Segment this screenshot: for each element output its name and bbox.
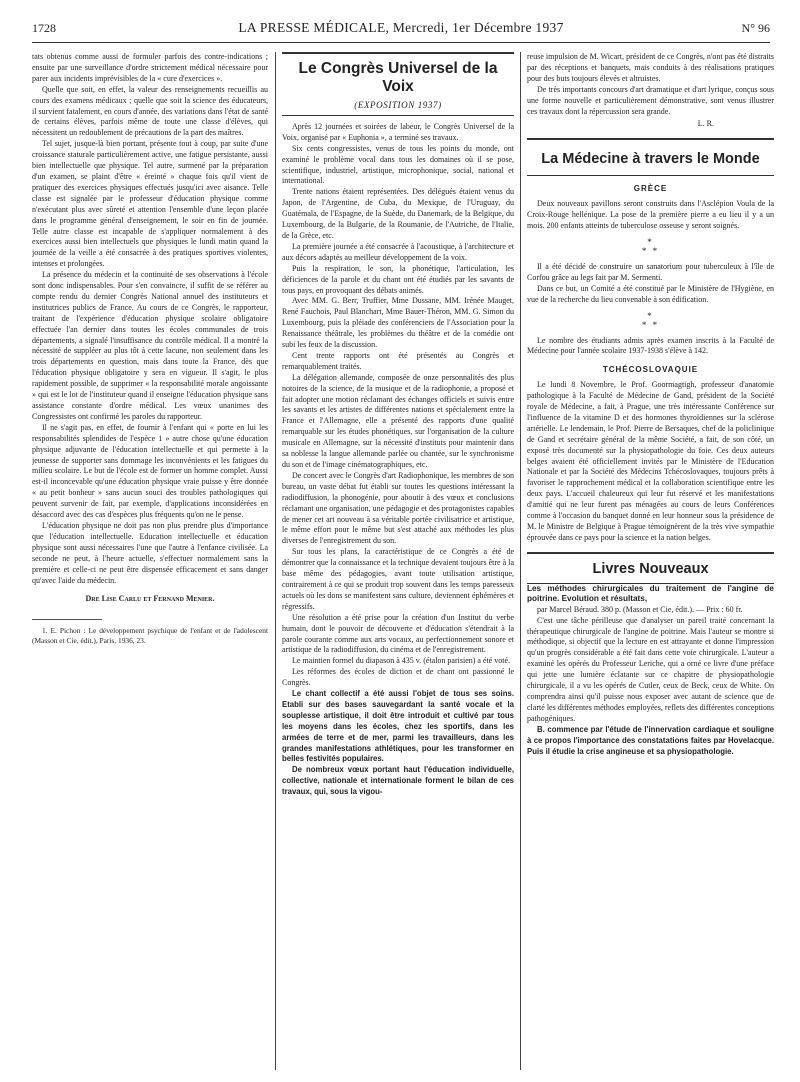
article-initials: L. R. bbox=[697, 119, 714, 129]
column-middle bbox=[282, 52, 514, 1072]
article-subtitle: (EXPOSITION 1937) bbox=[354, 100, 442, 110]
country-heading: TCHÉCOSLOVAQUIE bbox=[602, 365, 699, 375]
journal-title: LA PRESSE MÉDICALE, Mercredi, 1er Décembre 1937 bbox=[238, 20, 564, 35]
paragraph: Le nombre des étudiants admis après examen inscrits à la Faculté de Médecine pour l'année scolaire 1937-1938 s'élève à 142. bbox=[527, 335, 774, 356]
article-title: Le Congrès Universel de la Voix bbox=[298, 60, 498, 95]
paragraph: L'éducation physique ne doit pas non plus prendre plus d'importance que l'éducation intellectuelle. Education intellectuelle et éducation physique sont aussi nécessaires l'une que l'autre à l'enfance civilisée. La seconde ne peut, à l'heure actuelle, s'effectuer normalement sans la première et celle-ci ne peut être dispensée efficacement et sans danger qu'avec l'aide du médecin. bbox=[32, 520, 268, 585]
paragraph: B. commence par l'étude de l'innervation cardiaque et souligne à ce propos l'importance des constatations faites par Hovelacque. Puis il étudie la crise angineuse et sa physiopathologie. bbox=[527, 724, 774, 756]
separator-stars: * * * bbox=[641, 310, 660, 330]
book-title: Les méthodes chirurgicales du traitement de l'angine de poitrine. Evolution et résultats, bbox=[527, 583, 774, 604]
paragraph: Avec MM. G. Berr, Truffier, Mme Dussane, MM. Irénée Mauget, René Fauchois, Paul Blanchart, Mme Bauer-Théron, MM. G. Simon du Luxembourg, puis la pléiade des conférenciers de l'Association pour la Renaissance théâtrale, les problèmes du théâtre et de la comédie ont subi les feux de la discussion. bbox=[282, 296, 514, 350]
paragraph: Puis la respiration, le son, la phonétique, l'articulation, les déficiences de la parole et du chant ont été étudiés par les savants de tous pays, en provoquant des débats animés. bbox=[282, 263, 514, 295]
paragraph: Deux nouveaux pavillons seront construits dans l'Asclépion Voula de la Croix-Rouge hellénique. La pose de la première pierre a eu lieu il y a un mois. 200 enfants atteints de tuberculose osseuse y seront soignés. bbox=[527, 199, 774, 230]
article-signature: Dre Lise Carlu et Fernand Menier. bbox=[85, 594, 215, 604]
paragraph: De nombreux vœux portant haut l'éducation individuelle, collective, nationale et internationale forment le bilan de ces travaux, qui, sous la vigou- bbox=[282, 765, 514, 797]
paragraph: Il ne s'agit pas, en effet, de fournir à l'enfant qui « porte en lui les responsabilités splendides de l'espèce 1 » autre chose qu'une éducation physique adjuvante de l'éducation intellectuelle et qui permette à la jeunesse de supporter sans dommage les inconvénients et les fatigues du milieu scolaire. Le but de l'école est de former un homme complet. Aussi est-il inconcevable qu'une éducation physique vraie puisse y être donnée « au petit bonheur » sans aucun souci des troubles pathologiques qui peuvent survenir de fait, par exemple, d'applications inconsidérées en désaccord avec des cas d'espèces plus fréquents qu'on ne le pense. bbox=[32, 422, 268, 520]
paragraph: La délégation allemande, composée de onze personnalités des plus notoires de la science, de la musique et de la radiophonie, a proposé et fait adopter une motion réclamant des échanges officiels et suivis entre les savants et les artistes de différentes nations et spécialement entre la France et l'Allemagne, elle a présenté des rapports d'une qualité remarquable sur les études phonétiques, sur l'organisation de la culture musicale en Allemagne, sur la nécessité d'instituts pour maintenir dans sa noblesse la langue allemande parlée ou chantée, sur le synchronisme du son et de l'image cinématographiques, etc. bbox=[282, 372, 514, 469]
section-title: La Médecine à travers le Monde bbox=[527, 138, 774, 176]
header-rule bbox=[32, 42, 770, 43]
book-meta: par Marcel Béraud. 380 p. (Masson et Cie, édit.). — Prix : 60 fr. bbox=[537, 604, 743, 614]
paragraph: Après 12 journées et soirées de labeur, le Congrès Universel de la Voix, organisé par « Euphonia », a terminé ses travaux. bbox=[282, 121, 514, 142]
paragraph: De très importants concours d'art dramatique et d'art lyrique, conçus sous une forme nouvelle et particulièrement démonstrative, sont venus illustrer ces travaux dont la répercussion sera grande. bbox=[527, 84, 774, 116]
paragraph: Quelle que soit, en effet, la valeur des renseignements recueillis au cours des examens médicaux ; quelle que soit la science des éducateurs, il survient fatalement, en cours d'année, des variations dans l'état de santé de certains élèves, parfois même de toute une classe d'élèves, qui nécessitent un redoublement de précautions de la part des maîtres. bbox=[32, 84, 268, 138]
paragraph: De concert avec le Congrès d'art Radiophonique, les membres de son bureau, un vaste débat fut établi sur toutes les questions intéressant la radiodiffusion, la phonogénie, pour aboutir à des vœux et conclusions réclamant une organisation, une pédagogie et des protagonistes capables de mener cet art nouveau à sa véritable portée civilisatrice et artistique, le même effort pour le même but s'est attaché aux méthodes les plus diverses de l'enregistrement du son. bbox=[282, 470, 514, 546]
column-left bbox=[32, 52, 268, 1072]
paragraph: Cent trente rapports ont été présentés au Congrès et remarquablement traités. bbox=[282, 350, 514, 371]
issue-number: N° 96 bbox=[741, 21, 770, 35]
paragraph: Les réformes des écoles de diction et de chant ont passionné le Congrès. bbox=[282, 667, 514, 688]
paragraph: La présence du médecin et la continuité de ses observations à l'école sont donc indispensables. Pour s'en convaincre, il suffit de se référer au compte rendu du dernier Congrès National annuel des instituteurs et institutrices publics de France. Au cours de ce Congrès, le rapporteur, traitant de l'expérience d'éducation physique scolaire obligatoire effectuée l'an dernier dans toutes les écoles communales de trois départements, a signalé l'insuffisance du contrôle médical. Il a montré la nécessité de suppléer au plus tôt à cette lacune, non seulement dans les trois départements en question, mais dans toute la France, dès que l'éducation physique obligatoire y sera en vigueur. Il s'agit, le plus rapidement possible, de supprimer « la responsabilité morale angoissante » qui est le lot de l'instituteur quand il enseigne l'éducation physique sans assistance constante d'ordre médical. Les vœux unanimes des Congressistes ont confirmé les paroles du rapporteur. bbox=[32, 270, 268, 421]
paragraph: reuse impulsion de M. Wicart, président de ce Congrès, n'ont pas été distraits par des réceptions et banquets, mais conduits à des réalisations pratiques pour des buts toujours élevés et altruistes. bbox=[527, 52, 774, 83]
country-heading: GRÈCE bbox=[633, 184, 668, 194]
page-header bbox=[32, 20, 770, 40]
paragraph: Sur tous les plans, la caractéristique de ce Congrès a été de démontrer que la connaissance et la technique devaient toujours être à la base même des pédagogies, avant toute utilisation artistique, contrairement à ce qui se produit trop souvent dans les temps paresseux actuels où les dons se manifestent sans culture, deviennent éphémères et régressifs. bbox=[282, 547, 514, 611]
column-divider bbox=[520, 52, 521, 1070]
paragraph: Trente nations étaient représentées. Des délégués étaient venus du Japon, de l'Argentine, de Cuba, du Mexique, de l'Uruguay, du Guatémala, de l'Espagne, de la Suède, du Danemark, de la Belgique, du Luxembourg, de la Bulgarie, de la Roumanie, de l'Autriche, de l'Italie, de la Grèce, etc. bbox=[282, 187, 514, 240]
paragraph: Six cents congressistes, venus de tous les points du monde, ont examiné le problème vocal dans tous les domaines où il se pose, scientifique, industriel, artistique, microphonique, social, national et international. bbox=[282, 143, 514, 186]
article-heading-box bbox=[282, 52, 514, 116]
paragraph: Dans ce but, un Comité a été constitué par le Ministère de l'Hygiène, en vue de la recherche du lieu convenable à son édification. bbox=[527, 283, 774, 304]
paragraph: La première journée a été consacrée à l'acoustique, à l'architecture et aux décors adaptés au meilleur développement de la voix. bbox=[282, 241, 514, 262]
section-title: Livres Nouveaux bbox=[527, 552, 774, 584]
footnote: 1. E. Pichon : Le développement psychique de l'enfant et de l'adolescent (Masson et Cie, édit.), Paris, 1936, 23. bbox=[32, 626, 268, 645]
paragraph: tats obtenus comme aussi de formuler parfois des contre-indications ; ensuite par une surveillance d'ordre strictement médical nécessaire pour parer aux incidents imprévisibles de la « cure d'exercices ». bbox=[32, 52, 268, 83]
column-right bbox=[527, 52, 774, 1072]
paragraph: Tel sujet, jusque-là bien portant, présente tout à coup, par suite d'une croissance staturale particulièrement active, une fatigue persistante, aussi bien intellectuelle que physique. Tel autre, surmené par la préparation d'un examen, se plaint d'être « éreinté » chaque fois qu'il vient de pratiquer des exercices physiques effectués jusqu'ici avec aisance. Telle classe est signalée par le professeur d'éducation physique comme n'exécutant plus avec sûreté et attention l'ensemble d'une leçon placée dans le programme général d'enseignement, le soir en fin de journée. Telle autre classe est incapable de s'appliquer normalement à des exercices aussi bien intellectuels que physiques le lundi matin quand la journée de la veille a été consacrée à des pratiques sportives violentes, intenses et prolongées. bbox=[32, 139, 268, 269]
paragraph: Le lundi 8 Novembre, le Prof. Goormagtigh, professeur d'anatomie pathologique à la Faculté de Médecine de Gand, président de la Société royale de Médecine, a fait, à Prague, une très intéressante Conférence sur l'influence de la vitamine D et des hormones thyroïdiennes sur la sclérose artérielle. Le lendemain, le Prof. Pierre de Bersaques, chef de la policlinique de Gand et secrétaire général de la même Société, a fait, de son côté, un exposé très documenté sur la physiopathologie du foie. Ces deux auteurs belges avaient été officiellement invités par le Ministère de l'Education Nationale et par la Société des Médecins Tchécoslovaques, toujours prêts à favoriser le rapprochement médical et la collaboration scientifique entre les deux pays. L'accueil chaleureux qui leur fut réservé et les manifestations d'amitié qui ne leur furent pas ménagées au cours de leurs Conférences comme à l'occasion du banquet donné en leur honneur sous la présidence de M. le Ministre de Belgique à Prague témoignèrent de la très vive sympathie éprouvée dans ce pays pour la science et la nation belges. bbox=[527, 380, 774, 542]
paragraph: Le chant collectif a été aussi l'objet de tous ses soins. Etabli sur des bases sauvegardant la santé vocale et la souplesse artistique, il doit être introduit et cultivé par tous les moyens dans les écoles, chez les sportifs, dans les armées de terre et de mer, parmi les travailleurs, dans les grandes manifestations athlétiques, pour les transformer en belles festivités populaires. bbox=[282, 689, 514, 764]
paragraph: Le maintien formel du diapason à 435 v. (étalon parisien) a été voté. bbox=[292, 656, 511, 666]
column-divider bbox=[275, 52, 276, 1070]
paragraph: C'est une tâche périlleuse que d'analyser un pareil traité concernant la thérapeutique chirurgicale de l'angine de poitrine. Mais l'auteur se montre si méthodique, si objectif que la lecture en est attrayante et donne l'impression qu'un progrès considérable a été fait dans cette voie chirurgicale. L'auteur a examiné les opérés du Professeur Leriche, qui a orné ce livre d'une préface qui jette une lumière éclatante sur ce chapitre de physiopathologie chirurgicale, il a vu les opérés de Cutler, ceux de Beck, ceux de White. On comprendra ainsi qu'il puisse nous exposer avec autant de science que de clarté les différentes méthodes employées, reflets des différentes conceptions pathogéniques. bbox=[527, 615, 774, 723]
page-number: 1728 bbox=[32, 21, 56, 35]
footnote-rule bbox=[32, 619, 102, 620]
paragraph: Une résolution a été prise pour la création d'un Institut du verbe humain, dont le pouvoir de découverte et d'éducation s'étendrait à la parole courante comme aux arts vocaux, au perfectionnement sonore et artistique de la radiodiffusion, du cinéma et de l'enregistrement. bbox=[282, 612, 514, 655]
paragraph: Il a été décidé de construire un sanatorium pour tuberculeux à l'île de Corfou grâce au legs fait par M. Sermenti. bbox=[527, 261, 774, 282]
separator-stars: * * * bbox=[641, 236, 660, 256]
